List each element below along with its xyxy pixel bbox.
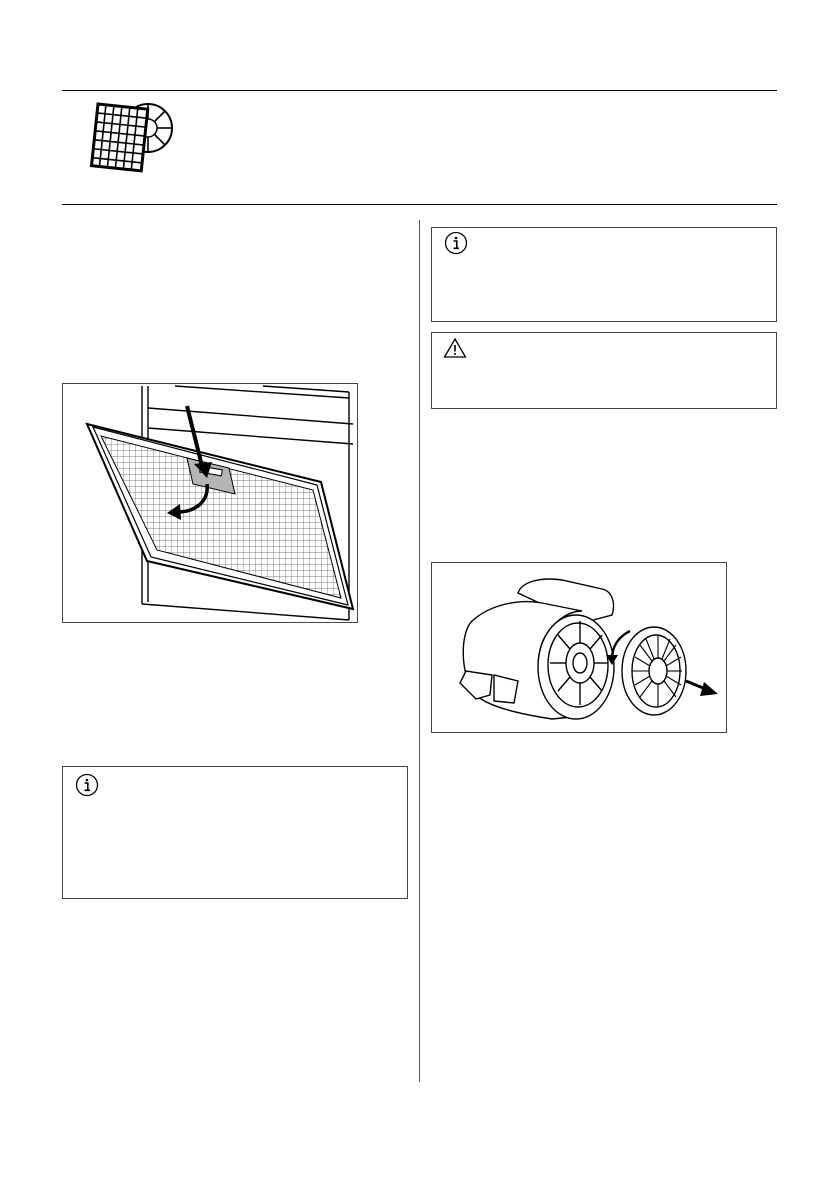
warning-box — [431, 332, 777, 409]
grease-filter-illustration — [62, 383, 358, 623]
header-bottom-rule — [62, 204, 777, 205]
column-divider — [419, 220, 420, 1082]
info-icon — [444, 231, 468, 255]
filter-section-icon — [80, 98, 180, 178]
info-icon — [75, 773, 99, 797]
info-note-box-right — [431, 227, 777, 322]
info-note-box-left — [62, 766, 408, 899]
header-top-rule — [62, 90, 777, 91]
warning-triangle-icon — [443, 337, 467, 359]
carbon-filter-illustration — [431, 562, 727, 733]
